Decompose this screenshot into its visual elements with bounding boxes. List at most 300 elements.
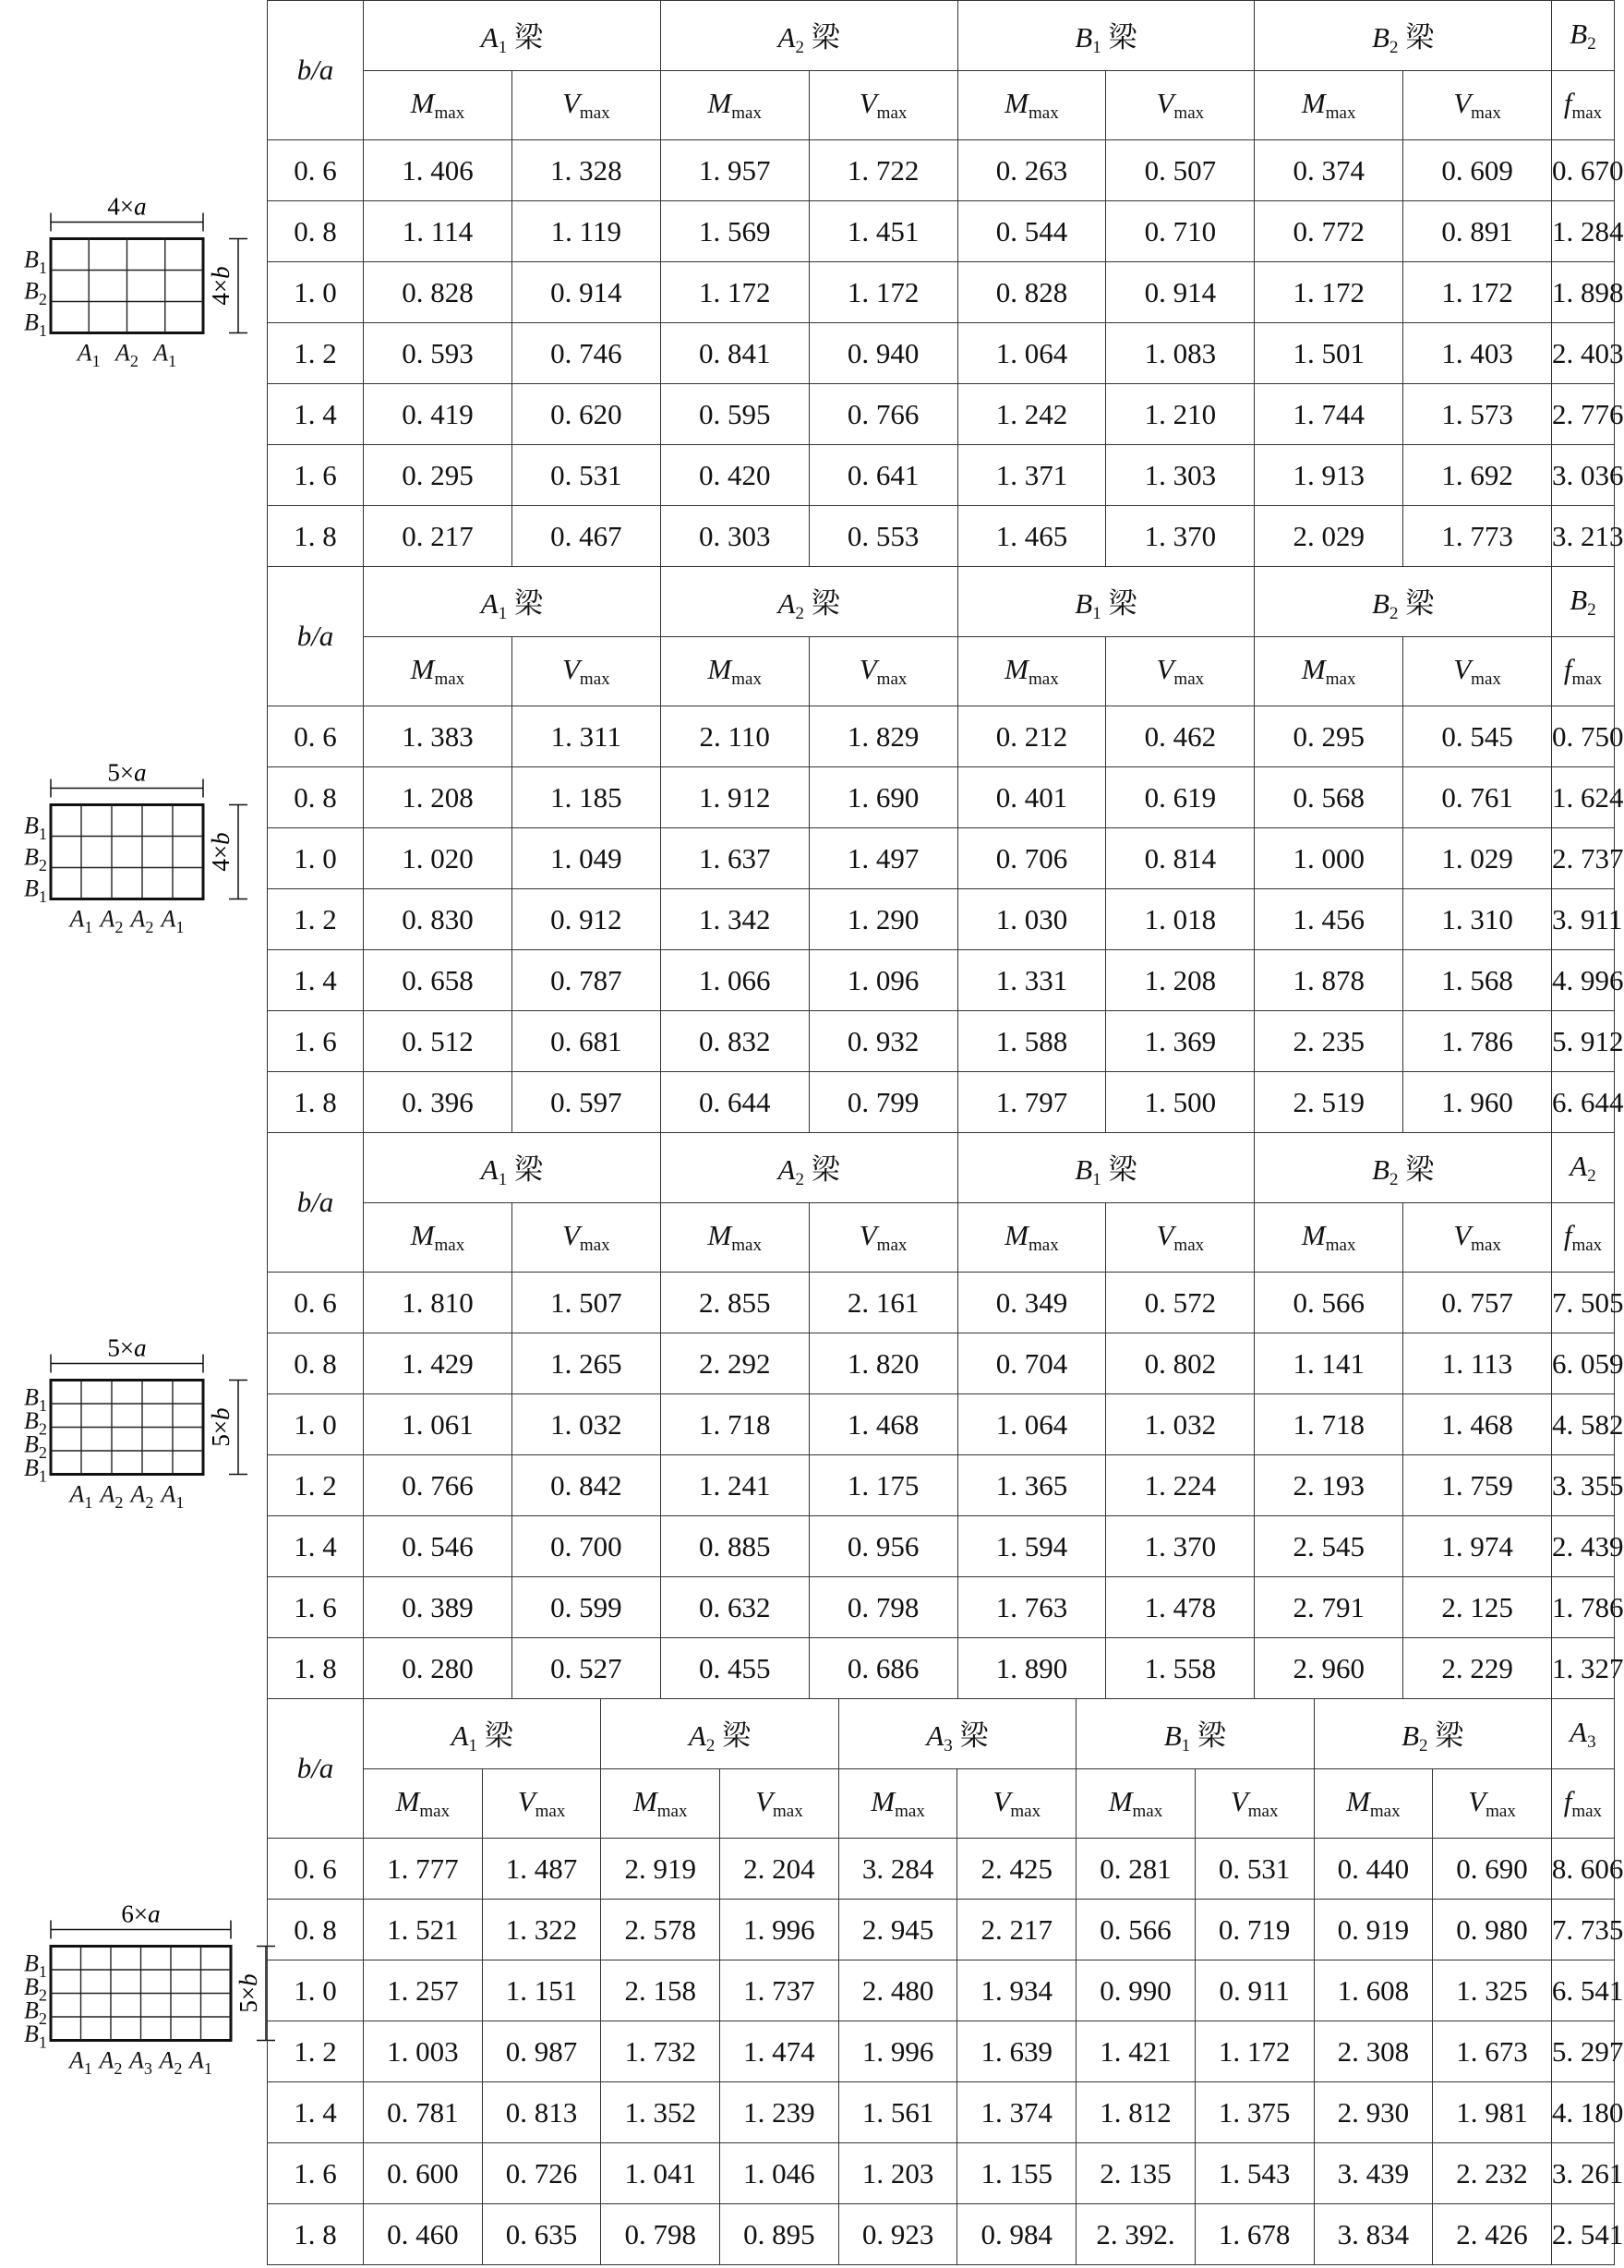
coefficient-cell: 1. 639	[957, 2021, 1077, 2082]
header-row	[268, 1699, 1615, 1769]
coefficient-cell: 1. 678	[1195, 2204, 1314, 2265]
coefficient-cell: 1. 934	[957, 1960, 1077, 2021]
coefficient-cell: 3. 036	[1552, 445, 1615, 506]
table-row	[268, 445, 1615, 506]
row-beam-label: $B_1$	[24, 308, 47, 340]
coefficient-cell: 1. 172	[660, 262, 809, 323]
coefficient-cell: 1. 046	[720, 2143, 839, 2204]
coefficient-cell: 0. 798	[601, 2204, 720, 2265]
table-row	[268, 140, 1615, 201]
coefficient-cell: 3. 911	[1552, 889, 1615, 950]
coefficient-cell: 0. 419	[364, 384, 512, 445]
ba-value: 0. 6	[268, 706, 364, 767]
quantity-header: $V_{max}$	[1195, 1769, 1314, 1839]
header-row	[268, 1133, 1615, 1203]
coefficient-cell: 0. 912	[511, 889, 660, 950]
coefficient-cell: 0. 830	[364, 889, 512, 950]
beam-group-header: $A_3$ 梁	[838, 1699, 1076, 1769]
coefficient-cell: 1. 311	[511, 706, 660, 767]
coefficient-cell: 2. 110	[660, 706, 809, 767]
coefficient-cell: 0. 799	[809, 1072, 957, 1133]
coefficient-cell: 1. 096	[809, 950, 957, 1011]
coefficient-cell: 1. 328	[511, 140, 660, 201]
ba-value: 1. 4	[268, 950, 364, 1011]
beam-group-header: $A_1$ 梁	[364, 1133, 661, 1203]
coefficient-cell: 1. 327	[1552, 1638, 1615, 1699]
coefficient-cell: 1. 369	[1106, 1011, 1255, 1072]
table-row	[268, 1455, 1615, 1516]
coefficient-cell: 2. 232	[1433, 2143, 1552, 2204]
column-beam-label: $A_2$	[130, 1480, 154, 1512]
coefficient-cell: 1. 543	[1195, 2143, 1314, 2204]
coefficient-cell: 1. 594	[957, 1516, 1106, 1577]
quantity-header: $M_{max}$	[957, 1203, 1106, 1273]
beam-group-header: $A_1$ 梁	[364, 567, 661, 637]
coefficient-cell: 3. 834	[1314, 2204, 1433, 2265]
coefficient-cell: 1. 773	[1403, 506, 1552, 567]
coefficient-cell: 1. 521	[364, 1900, 483, 1960]
ba-value: 0. 6	[268, 1273, 364, 1333]
coefficient-cell: 3. 213	[1552, 506, 1615, 567]
coefficient-cell: 0. 566	[1255, 1273, 1403, 1333]
coefficient-cell: 1. 061	[364, 1394, 512, 1455]
grid-diagram	[0, 1132, 268, 1698]
table-row	[268, 2204, 1615, 2265]
coefficient-cell: 2. 519	[1255, 1072, 1403, 1133]
coefficient-cell: 0. 706	[957, 828, 1106, 889]
coefficient-cell: 0. 891	[1403, 201, 1552, 262]
ba-value: 1. 4	[268, 2082, 364, 2143]
row-beam-label: $B_2$	[24, 1997, 47, 2028]
coefficient-cell: 1. 500	[1106, 1072, 1255, 1133]
quantity-header: $M_{max}$	[364, 1769, 483, 1839]
beam-group-header: $B_2$ 梁	[1255, 1133, 1552, 1203]
coefficient-cell: 1. 478	[1106, 1577, 1255, 1638]
table-row	[268, 1516, 1615, 1577]
quantity-header: $M_{max}$	[1255, 637, 1403, 706]
coefficient-cell: 7. 505	[1552, 1273, 1615, 1333]
coefficient-cell: 0. 295	[1255, 706, 1403, 767]
coefficient-cell: 8. 606	[1551, 1839, 1614, 1900]
coefficient-cell: 0. 217	[364, 506, 512, 567]
coefficient-cell: 1. 000	[1255, 828, 1403, 889]
coefficient-cell: 0. 263	[957, 140, 1106, 201]
coefficient-cell: 7. 735	[1551, 1900, 1614, 1960]
beam-group-header: $A_2$ 梁	[660, 1133, 957, 1203]
coefficient-cell: 0. 566	[1077, 1900, 1196, 1960]
coefficient-cell: 0. 212	[957, 706, 1106, 767]
coefficient-cell: 0. 401	[957, 767, 1106, 828]
coefficient-cell: 1. 303	[1106, 445, 1255, 506]
coefficient-cell: 1. 981	[1433, 2082, 1552, 2143]
coefficient-cell: 0. 658	[364, 950, 512, 1011]
coefficient-cell: 0. 593	[364, 323, 512, 384]
coefficient-cell: 1. 208	[364, 767, 512, 828]
coefficient-cell: 0. 828	[364, 262, 512, 323]
coefficient-cell: 1. 797	[957, 1072, 1106, 1133]
coefficient-cell: 0. 757	[1403, 1273, 1552, 1333]
coefficient-cell: 1. 083	[1106, 323, 1255, 384]
coefficient-cell: 0. 440	[1314, 1839, 1433, 1900]
coefficient-cell: 0. 686	[809, 1638, 957, 1699]
coefficient-cell: 1. 451	[809, 201, 957, 262]
beam-group-header: $A_3$	[1551, 1699, 1614, 1769]
coefficient-cell: 0. 572	[1106, 1273, 1255, 1333]
coefficient-cell: 0. 746	[511, 323, 660, 384]
coefficient-cell: 3. 355	[1552, 1455, 1615, 1516]
grid-outline	[51, 805, 203, 899]
ba-value: 1. 0	[268, 1960, 364, 2021]
coefficient-cell: 0. 349	[957, 1273, 1106, 1333]
table-row	[268, 201, 1615, 262]
coefficient-cell: 1. 829	[809, 706, 957, 767]
coefficient-cell: 0. 544	[957, 201, 1106, 262]
quantity-header: $M_{max}$	[660, 637, 809, 706]
quantity-header: $M_{max}$	[1077, 1769, 1196, 1839]
coefficient-cell: 1. 561	[838, 2082, 957, 2143]
coefficient-cell: 2. 426	[1433, 2204, 1552, 2265]
grid-diagram-svg	[0, 0, 268, 566]
height-label: 4×b	[207, 832, 235, 872]
coefficient-cell: 2. 217	[957, 1900, 1077, 1960]
coefficient-cell: 0. 632	[660, 1577, 809, 1638]
table-row	[268, 1072, 1615, 1133]
table-row	[268, 384, 1615, 445]
column-beam-label: $A_2$	[159, 2046, 183, 2078]
coefficient-cell: 1. 175	[809, 1455, 957, 1516]
coefficient-cell: 0. 761	[1403, 767, 1552, 828]
width-label: 5×a	[107, 758, 147, 787]
coefficient-cell: 1. 474	[720, 2021, 839, 2082]
row-beam-label: $B_1$	[24, 1383, 47, 1415]
row-beam-label: $B_1$	[24, 2020, 47, 2052]
table-row	[268, 706, 1615, 767]
ba-value: 1. 4	[268, 1516, 364, 1577]
coefficient-cell: 1. 786	[1403, 1011, 1552, 1072]
coefficient-cell: 0. 609	[1403, 140, 1552, 201]
coefficient-cell: 2. 125	[1403, 1577, 1552, 1638]
quantity-header: $V_{max}$	[1106, 1203, 1255, 1273]
coefficient-cell: 5. 297	[1551, 2021, 1614, 2082]
coefficient-cell: 4. 996	[1552, 950, 1615, 1011]
coefficient-cell: 1. 064	[957, 1394, 1106, 1455]
quantity-header: $V_{max}$	[1106, 71, 1255, 140]
ba-value: 1. 4	[268, 384, 364, 445]
coefficient-cell: 2. 403	[1552, 323, 1615, 384]
coefficient-cell: 0. 990	[1077, 1960, 1196, 2021]
coefficient-cell: 0. 940	[809, 323, 957, 384]
beam-group-header: $B_1$ 梁	[1077, 1699, 1314, 1769]
coefficient-table	[267, 1132, 1624, 1699]
coefficient-cell: 0. 766	[809, 384, 957, 445]
coefficient-cell: 1. 429	[364, 1333, 512, 1394]
coefficient-cell: 4. 180	[1551, 2082, 1614, 2143]
coefficient-cell: 0. 455	[660, 1638, 809, 1699]
coefficient-cell: 1. 673	[1433, 2021, 1552, 2082]
ba-header: b/a	[268, 1699, 364, 1839]
beam-group-header: $A_2$	[1552, 1133, 1615, 1203]
coefficient-cell: 0. 620	[511, 384, 660, 445]
coefficient-cell: 1. 732	[601, 2021, 720, 2082]
row-beam-label: $B_1$	[24, 246, 47, 277]
quantity-header: $V_{max}$	[1403, 637, 1552, 706]
coefficient-cell: 1. 487	[482, 1839, 601, 1900]
coefficient-cell: 1. 257	[364, 1960, 483, 2021]
column-beam-label: $A_2$	[130, 905, 154, 936]
coefficient-cell: 1. 588	[957, 1011, 1106, 1072]
column-beam-label: $A_2$	[100, 905, 124, 936]
coefficient-cell: 1. 624	[1552, 767, 1615, 828]
coefficient-table	[267, 1698, 1624, 2265]
table-section	[0, 0, 1624, 566]
table-row	[268, 2021, 1615, 2082]
column-beam-label: $A_2$	[99, 2046, 123, 2078]
coefficient-cell: 1. 468	[809, 1394, 957, 1455]
width-label: 6×a	[121, 1900, 161, 1928]
coefficient-cell: 1. 497	[809, 828, 957, 889]
grid-diagram-svg	[0, 566, 268, 1132]
coefficient-cell: 0. 281	[1077, 1839, 1196, 1900]
subheader-row	[268, 1769, 1615, 1839]
coefficient-cell: 1. 690	[809, 767, 957, 828]
quantity-header: $M_{max}$	[838, 1769, 957, 1839]
coefficient-cell: 1. 371	[957, 445, 1106, 506]
grid-diagram	[0, 0, 268, 566]
coefficient-cell: 1. 718	[1255, 1394, 1403, 1455]
coefficient-cell: 0. 828	[957, 262, 1106, 323]
table-row	[268, 767, 1615, 828]
beam-group-header: $A_1$ 梁	[364, 1699, 601, 1769]
header-row	[268, 1, 1615, 71]
coefficient-cell: 1. 370	[1106, 506, 1255, 567]
column-beam-label: $A_1$	[77, 339, 101, 370]
beam-group-header: $B_2$ 梁	[1255, 1, 1552, 71]
coefficient-cell: 1. 172	[1195, 2021, 1314, 2082]
coefficient-cell: 0. 507	[1106, 140, 1255, 201]
coefficient-cell: 1. 996	[838, 2021, 957, 2082]
quantity-header: $V_{max}$	[809, 71, 957, 140]
coefficient-cell: 0. 670	[1552, 140, 1615, 201]
table-row	[268, 828, 1615, 889]
grid-diagram-svg	[0, 1132, 268, 1698]
coefficient-cell: 0. 726	[482, 2143, 601, 2204]
coefficient-cell: 0. 600	[364, 2143, 483, 2204]
coefficient-cell: 1. 692	[1403, 445, 1552, 506]
coefficient-cell: 0. 802	[1106, 1333, 1255, 1394]
coefficient-cell: 1. 759	[1403, 1455, 1552, 1516]
coefficient-cell: 1. 974	[1403, 1516, 1552, 1577]
coefficient-cell: 0. 531	[1195, 1839, 1314, 1900]
coefficient-cell: 1. 763	[957, 1577, 1106, 1638]
coefficient-cell: 1. 032	[511, 1394, 660, 1455]
table-row	[268, 323, 1615, 384]
coefficient-cell: 1. 113	[1403, 1333, 1552, 1394]
ba-value: 1. 2	[268, 2021, 364, 2082]
beam-group-header: $A_2$ 梁	[660, 567, 957, 637]
ba-header: b/a	[268, 1133, 364, 1273]
coefficient-cell: 0. 597	[511, 1072, 660, 1133]
coefficient-cell: 1. 208	[1106, 950, 1255, 1011]
beam-group-header: $B_2$	[1552, 1, 1615, 71]
coefficient-cell: 0. 984	[957, 2204, 1077, 2265]
quantity-header: $M_{max}$	[660, 71, 809, 140]
coefficient-cell: 0. 980	[1433, 1900, 1552, 1960]
table-row	[268, 2143, 1615, 2204]
row-beam-label: $B_1$	[24, 1949, 47, 1981]
coefficient-cell: 1. 507	[511, 1273, 660, 1333]
coefficient-cell: 0. 885	[660, 1516, 809, 1577]
coefficient-cell: 1. 210	[1106, 384, 1255, 445]
ba-value: 1. 2	[268, 1455, 364, 1516]
coefficient-cell: 2. 193	[1255, 1455, 1403, 1516]
coefficient-cell: 6. 644	[1552, 1072, 1615, 1133]
beam-group-header: $B_2$ 梁	[1255, 567, 1552, 637]
coefficient-cell: 0. 295	[364, 445, 512, 506]
quantity-header: $V_{max}$	[957, 1769, 1077, 1839]
coefficient-cell: 0. 704	[957, 1333, 1106, 1394]
table-section	[0, 566, 1624, 1132]
coefficient-cell: 1. 322	[482, 1900, 601, 1960]
coefficient-cell: 1. 820	[809, 1333, 957, 1394]
coefficient-cell: 2. 425	[957, 1839, 1077, 1900]
quantity-header: $f_{max}$	[1552, 1203, 1615, 1273]
column-beam-label: $A_1$	[189, 2046, 212, 2078]
quantity-header: $M_{max}$	[1255, 71, 1403, 140]
coefficient-cell: 1. 003	[364, 2021, 483, 2082]
coefficient-cell: 2. 919	[601, 1839, 720, 1900]
coefficient-cell: 1. 290	[809, 889, 957, 950]
coefficient-cell: 1. 878	[1255, 950, 1403, 1011]
column-beam-label: $A_3$	[129, 2046, 152, 2078]
coefficient-cell: 5. 912	[1552, 1011, 1615, 1072]
coefficient-cell: 1. 185	[511, 767, 660, 828]
coefficient-cell: 3. 284	[838, 1839, 957, 1900]
coefficient-cell: 0. 546	[364, 1516, 512, 1577]
coefficient-cell: 1. 573	[1403, 384, 1552, 445]
beam-group-header: $B_2$ 梁	[1314, 1699, 1551, 1769]
coefficient-cell: 1. 786	[1552, 1577, 1615, 1638]
coefficient-cell: 2. 545	[1255, 1516, 1403, 1577]
quantity-header: $V_{max}$	[809, 1203, 957, 1273]
coefficient-cell: 1. 810	[364, 1273, 512, 1333]
ba-value: 1. 6	[268, 1011, 364, 1072]
coefficient-cell: 0. 842	[511, 1455, 660, 1516]
row-beam-label: $B_2$	[24, 1430, 47, 1462]
coefficient-cell: 0. 595	[660, 384, 809, 445]
coefficient-cell: 1. 066	[660, 950, 809, 1011]
coefficient-cell: 0. 599	[511, 1577, 660, 1638]
coefficient-cell: 1. 331	[957, 950, 1106, 1011]
coefficient-cell: 1. 608	[1314, 1960, 1433, 2021]
quantity-header: $V_{max}$	[720, 1769, 839, 1839]
table-row	[268, 1960, 1615, 2021]
ba-header: b/a	[268, 1, 364, 140]
coefficient-cell: 1. 960	[1403, 1072, 1552, 1133]
coefficient-cell: 0. 619	[1106, 767, 1255, 828]
quantity-header: $f_{max}$	[1552, 637, 1615, 706]
coefficient-cell: 1. 957	[660, 140, 809, 201]
quantity-header: $M_{max}$	[364, 1203, 512, 1273]
table-row	[268, 1333, 1615, 1394]
coefficient-cell: 0. 527	[511, 1638, 660, 1699]
quantity-header: $M_{max}$	[957, 71, 1106, 140]
coefficient-cell: 1. 119	[511, 201, 660, 262]
coefficient-table	[267, 566, 1624, 1133]
quantity-header: $V_{max}$	[809, 637, 957, 706]
height-label: 5×b	[235, 1973, 262, 2013]
coefficient-cell: 1. 242	[957, 384, 1106, 445]
coefficient-cell: 1. 383	[364, 706, 512, 767]
coefficient-cell: 0. 814	[1106, 828, 1255, 889]
quantity-header: $V_{max}$	[511, 1203, 660, 1273]
coefficient-cell: 1. 114	[364, 201, 512, 262]
beam-group-header: $A_2$ 梁	[601, 1699, 838, 1769]
coefficient-cell: 0. 781	[364, 2082, 483, 2143]
row-beam-label: $B_1$	[24, 875, 47, 906]
column-beam-label: $A_1$	[161, 905, 185, 936]
coefficient-cell: 1. 468	[1403, 1394, 1552, 1455]
coefficient-cell: 2. 737	[1552, 828, 1615, 889]
coefficient-cell: 2. 029	[1255, 506, 1403, 567]
coefficient-cell: 0. 690	[1433, 1839, 1552, 1900]
row-beam-label: $B_2$	[24, 1406, 47, 1439]
row-beam-label: $B_2$	[24, 843, 47, 875]
coefficient-cell: 2. 960	[1255, 1638, 1403, 1699]
coefficient-cell: 4. 582	[1552, 1394, 1615, 1455]
coefficient-cell: 0. 772	[1255, 201, 1403, 262]
ba-value: 1. 0	[268, 262, 364, 323]
ba-value: 1. 8	[268, 506, 364, 567]
table-row	[268, 1577, 1615, 1638]
column-beam-label: $A_2$	[100, 1480, 124, 1512]
coefficient-cell: 1. 365	[957, 1455, 1106, 1516]
coefficient-cell: 1. 265	[511, 1333, 660, 1394]
table-section	[0, 1132, 1624, 1698]
ba-value: 1. 0	[268, 1394, 364, 1455]
coefficient-cell: 0. 553	[809, 506, 957, 567]
coefficient-cell: 0. 462	[1106, 706, 1255, 767]
table-row	[268, 506, 1615, 567]
coefficient-cell: 1. 568	[1403, 950, 1552, 1011]
coefficient-cell: 0. 832	[660, 1011, 809, 1072]
coefficient-cell: 1. 241	[660, 1455, 809, 1516]
coefficient-cell: 1. 030	[957, 889, 1106, 950]
grid-diagram	[0, 566, 268, 1132]
coefficient-cell: 1. 310	[1403, 889, 1552, 950]
quantity-header: $f_{max}$	[1552, 71, 1615, 140]
quantity-header: $V_{max}$	[511, 71, 660, 140]
coefficient-cell: 2. 439	[1552, 1516, 1615, 1577]
coefficient-cell: 6. 059	[1552, 1333, 1615, 1394]
coefficient-cell: 1. 637	[660, 828, 809, 889]
coefficient-cell: 1. 737	[720, 1960, 839, 2021]
coefficient-cell: 1. 284	[1552, 201, 1615, 262]
coefficient-cell: 2. 235	[1255, 1011, 1403, 1072]
row-beam-label: $B_2$	[24, 277, 47, 308]
coefficient-cell: 0. 641	[809, 445, 957, 506]
ba-header: b/a	[268, 567, 364, 706]
ba-value: 1. 6	[268, 445, 364, 506]
height-label: 4×b	[207, 266, 235, 306]
coefficient-cell: 1. 151	[482, 1960, 601, 2021]
coefficient-cell: 0. 895	[720, 2204, 839, 2265]
coefficient-cell: 1. 325	[1433, 1960, 1552, 2021]
coefficient-cell: 2. 161	[809, 1273, 957, 1333]
coefficient-cell: 1. 041	[601, 2143, 720, 2204]
coefficient-cell: 0. 700	[511, 1516, 660, 1577]
coefficient-cell: 0. 389	[364, 1577, 512, 1638]
quantity-header: $f_{max}$	[1551, 1769, 1614, 1839]
